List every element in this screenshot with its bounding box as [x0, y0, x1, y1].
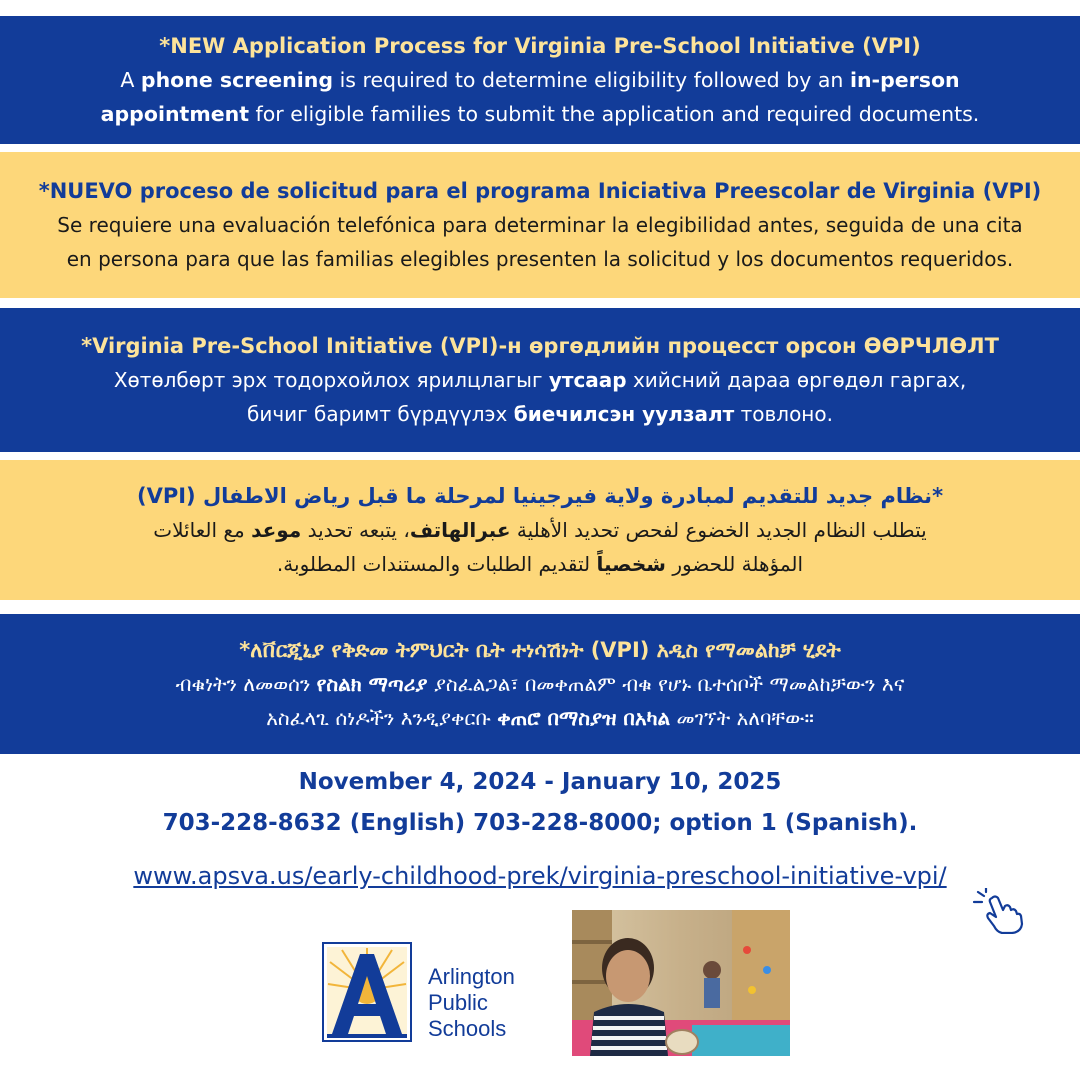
spanish-notice [0, 152, 1080, 298]
spanish-line-2: en persona para que las familias elegibles presenten la solicitud y los documentos requeridos. [66, 247, 1014, 271]
arlington-public-schools-logo [322, 942, 548, 1042]
amharic-line-1: ብቁነትን ለመወሰን የስልክ ማጣሪያ ያስፈልጋል፣ በመቀጠልም ብቁ የሆኑ ቤተሰቦች ማመልከቻውን እና [175, 672, 905, 696]
amharic-notice [0, 614, 1080, 754]
english-notice [0, 16, 1080, 144]
mongolian-notice [0, 308, 1080, 452]
arabic-line-2: المؤهلة للحضور شخصياً لتقديم الطلبات والمستندات المطلوبة. [276, 552, 804, 576]
spanish-title: *NUEVO proceso de solicitud para el programa Iniciativa Preescolar de Virginia (VPI) [38, 179, 1042, 203]
english-title: *NEW Application Process for Virginia Pre-School Initiative (VPI) [159, 34, 921, 58]
spanish-line-1: Se requiere una evaluación telefónica para determinar la elegibilidad antes, seguida de una cita [57, 213, 1023, 237]
aps-a-emblem [322, 942, 412, 1042]
arabic-line-1: يتطلب النظام الجديد الخضوع لفحص تحديد الأهلية عبرالهاتف، يتبعه تحديد موعد مع العائلات [153, 518, 927, 542]
tap-hand-icon [972, 888, 1026, 934]
mongolian-line-1: Хөтөлбөрт эрх тодорхойлох ярилцлагыг утсаар хийсний дараа өргөдөл гаргах, [113, 368, 967, 392]
arabic-title: *نظام جديد للتقديم لمبادرة ولاية فيرجينيا لمرحلة ما قبل رياض الاطفال (VPI) [136, 484, 944, 508]
arabic-notice [0, 460, 1080, 600]
mongolian-title: *Virginia Pre-School Initiative (VPI)-н өргөдлийн процесст орсон ӨӨРЧЛӨЛТ [81, 334, 999, 358]
child-photo [572, 910, 790, 1056]
english-line-2: appointment for eligible families to submit the application and required documents. [100, 102, 980, 126]
english-line-1: A phone screening is required to determine eligibility followed by an in-person [120, 68, 960, 92]
logo-wordmark: Arlington Public Schools [428, 964, 515, 1041]
mongolian-line-2: бичиг баримт бүрдүүлэх биечилсэн уулзалт товлоно. [247, 402, 833, 426]
amharic-line-2: አስፈላጊ ሰነዶችን እንዲያቀርቡ ቀጠሮ በማስያዝ በአካል መገኘት አለባቸው። [266, 706, 814, 730]
vpi-website-link[interactable]: www.apsva.us/early-childhood-prek/virginia-preschool-initiative-vpi/ [133, 862, 947, 890]
application-dates: November 4, 2024 - January 10, 2025 [298, 769, 782, 795]
amharic-title: *ለቨርጂኒያ የቅድመ ትምህርት ቤት ተነሳሽነት (VPI) አዲስ የማመልከቻ ሂደት [239, 638, 841, 662]
phone-numbers: 703-228-8632 (English) 703-228-8000; option 1 (Spanish). [162, 810, 918, 836]
